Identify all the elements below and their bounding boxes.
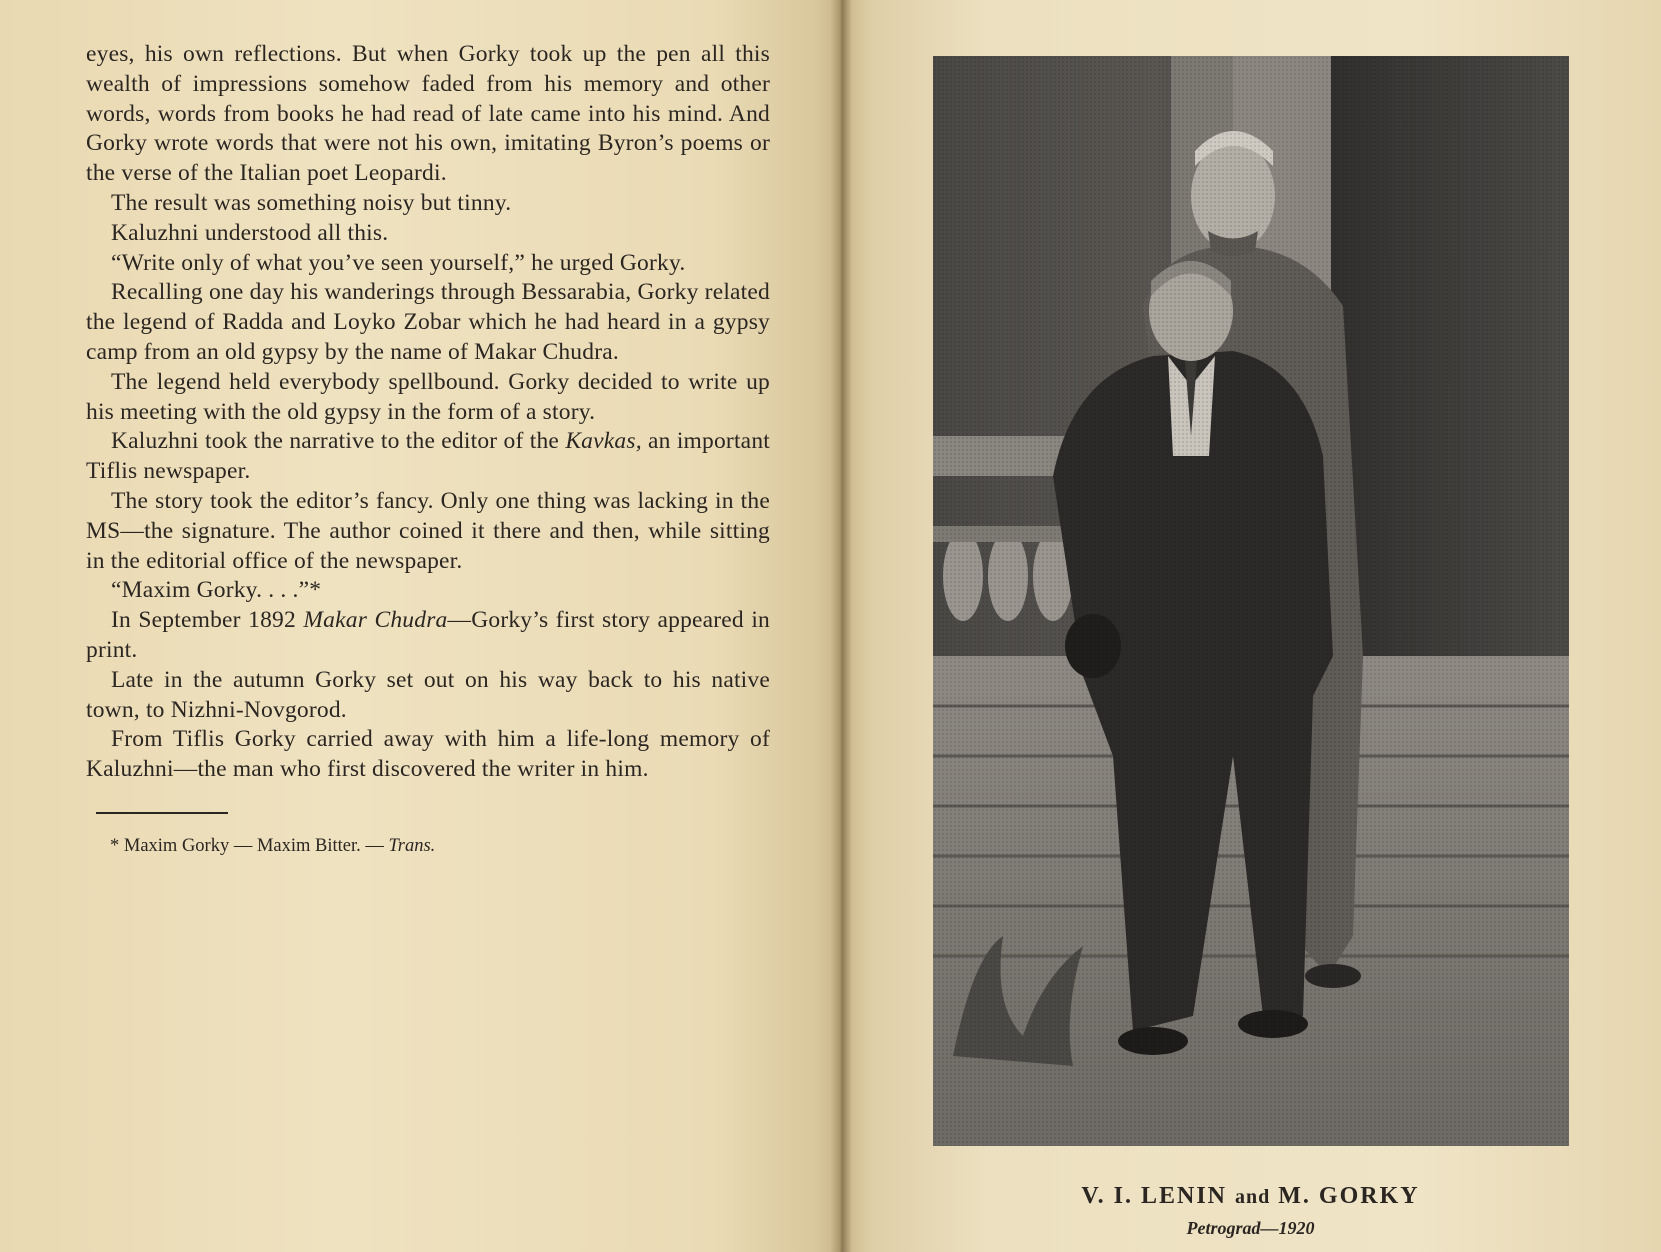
photo-caption [840,1183,1661,1210]
text-run: Recalling one day his wanderings through Bessarabia, Gorky related the legend of Radda and Loyko Zobar which he had heard in a gypsy camp from an old gypsy by the name of Makar Chudra. [86,279,770,365]
text-run: —Gorky’s first story appeared in print. [86,607,770,663]
text-run: Kaluzhni took the narrative to the editor of the [111,428,566,455]
text-run: Late in the autumn Gorky set out on his way back to his native town, to Nizhni-Novgorod. [86,666,770,723]
italic-text: Makar Chudra [303,607,448,634]
caption-subtitle: Petrograd—1920 [1186,1218,1315,1238]
body-text [86,40,770,785]
paragraph [86,606,770,666]
paragraph [86,368,770,428]
text-run: From Tiflis Gorky carried away with him a life-long memory of Kaluzhni—the man who first discovered the writer in him. [86,726,770,783]
paragraph [86,427,770,487]
caption-name-gorky: M. GORKY [1278,1183,1420,1209]
photograph-drawing [933,56,1569,1146]
paragraph [86,666,770,726]
caption-conjunction: and [1235,1186,1271,1208]
footnote [110,836,840,857]
paragraph [86,219,770,249]
paragraph [86,278,770,367]
paragraph [86,40,770,189]
text-run: The story took the editor’s fancy. Only one thing was lacking in the MS—the signature. The author coined it there and then, while sitting in the editorial office of the newspaper. [86,487,770,574]
footnote-rule [96,812,228,814]
book-gutter [830,0,852,1252]
text-run: Kaluzhni understood all this. [111,219,389,246]
paragraph [86,576,770,606]
paragraph [86,487,770,576]
text-run: eyes, his own reflections. But when Gorky took up the pen all this wealth of impressions somehow faded from his memory and other words, words from books he had read of late came into his mind. And Gorky wrote words that were not his own, imitating Byron’s poems or the verse of the Italian poet Leopardi. [86,41,770,187]
footnote-text: * Maxim Gorky — Maxim Bitter. — [110,835,389,856]
text-run: The result was something noisy but tinny. [111,189,512,216]
text-run: “Maxim Gorky. . . .”* [111,577,322,604]
italic-text: Kavkas, [565,428,642,455]
paragraph [86,249,770,279]
photograph [933,56,1569,1146]
footnote-italic: Trans. [388,835,436,856]
paragraph [86,725,770,785]
text-run: The legend held everybody spellbound. Gorky decided to write up his meeting with the old gypsy in the form of a story. [86,368,770,425]
text-run: In September 1892 [111,607,304,634]
right-page [840,0,1661,1252]
text-run: “Write only of what you’ve seen yourself,” he urged Gorky. [111,249,686,276]
caption-name-lenin: V. I. LENIN [1081,1183,1228,1209]
text-run: an important Tiflis newspaper. [86,428,770,485]
paragraph [86,189,770,219]
